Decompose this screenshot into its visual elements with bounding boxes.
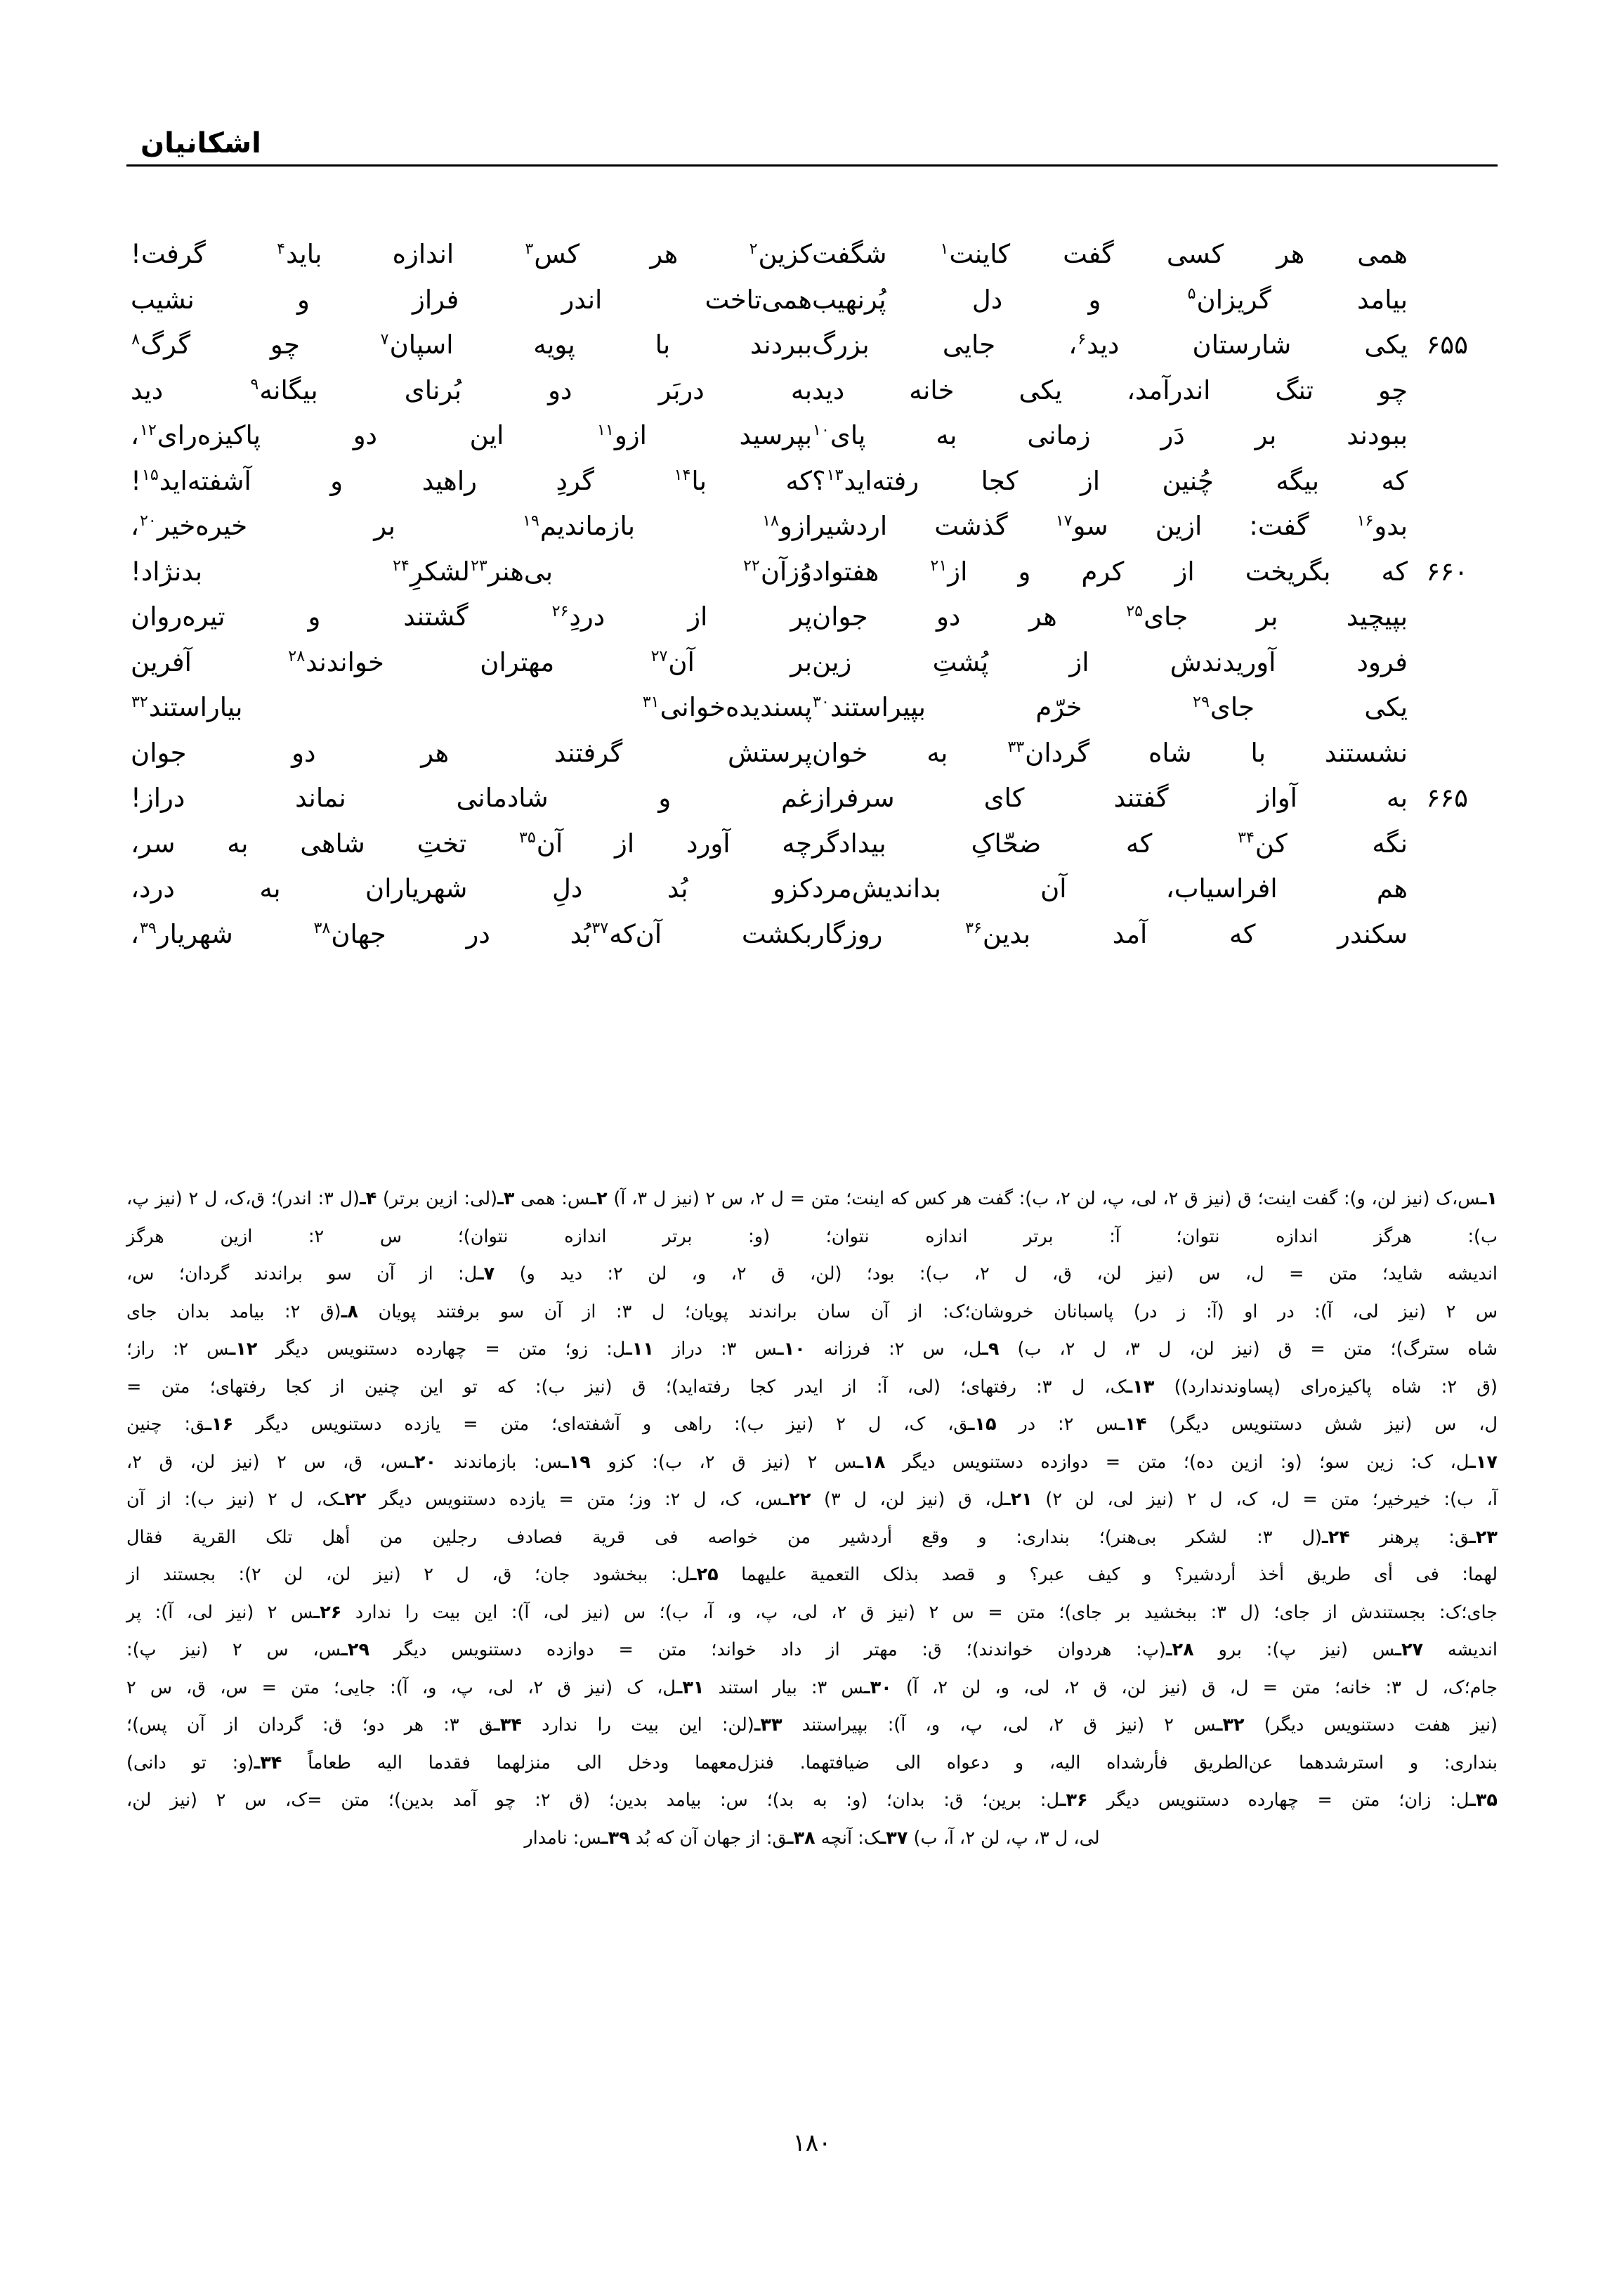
hemistich-left	[126, 368, 812, 413]
hemistich-right	[812, 232, 1498, 277]
hemistich-right-text: نگه کن$^{۳۴}$ که ضحّاکِ بیدادگر	[812, 828, 1408, 859]
hemistich-left-text: پرستش گرفتند هر دو جوان	[131, 737, 812, 768]
header-rule	[126, 164, 1498, 167]
verse-row	[126, 459, 1498, 504]
hemistich-left	[126, 776, 812, 821]
hemistich-right-text: هم افراسیاب، آن بداندیش‌مرد	[812, 873, 1408, 904]
hemistich-left	[126, 594, 812, 639]
hemistich-right	[812, 821, 1498, 866]
hemistich-right	[812, 323, 1498, 367]
hemistich-left-text: چه آورد از آن$^{۳۵}$ تختِ شاهی به سر،	[131, 828, 812, 859]
hemistich-right	[812, 685, 1498, 730]
verse-number	[1408, 504, 1468, 549]
hemistich-right	[812, 413, 1498, 458]
hemistich-left-text: پر از دردِ$^{۲۶}$ گشتند و تیره‌روان	[131, 601, 812, 632]
hemistich-right	[812, 594, 1498, 639]
hemistich-left	[126, 323, 812, 367]
hemistich-left-text: بپرسید ازو$^{۱۱}$ این دو پاکیزه‌رای$^{۱۲}$،	[131, 420, 812, 450]
hemistich-left-text: پسندیده‌خوانی$^{۳۱}$ بیاراستند$^{۳۲}$	[131, 692, 812, 722]
hemistich-left	[126, 685, 812, 730]
critical-apparatus	[126, 1180, 1498, 1857]
verse-number: ۶۶۰	[1426, 556, 1468, 587]
apparatus-line: ۱۷ـل، ک: زین سو؛ (و: ازین ده)؛ متن = دوازده دستنویس دیگر ۱۸ـس ۲ (نیز ق ۲، ب): کزو ۱۹ـس: بازماندند ۲۰ـس، ق، س ۲ (نیز لن، ق ۲،	[126, 1451, 1498, 1473]
hemistich-right-text: که بیگه چُنین از کجا رفته‌اید$^{۱۳}$؟	[812, 465, 1408, 496]
verse-number	[1408, 821, 1468, 866]
hemistich-right	[812, 866, 1498, 911]
verse-row	[126, 912, 1498, 958]
apparatus-line: ۳۵ـل: زان؛ متن = چهارده دستنویس دیگر ۳۶ـل: برین؛ ق: بدان؛ (و: به بد)؛ س: بیامد بدین؛ (ق ۲: چو آمد بدین)؛ متن =ک، س ۲ (نیز لن،	[126, 1790, 1498, 1811]
hemistich-right	[812, 459, 1498, 504]
apparatus-line: لی، ل ۳، پ، لن ۲، آ، ب) ۳۷ـک: آنچه ۳۸ـق: از جهان آن که بُد ۳۹ـس: نامدار	[524, 1827, 1100, 1849]
hemistich-right	[812, 368, 1498, 413]
hemistich-right-text: ببودند بر دَر زمانی به پای$^{۱۰}$	[813, 420, 1408, 450]
verse-number	[1408, 731, 1468, 776]
hemistich-right-text: بدو$^{۱۶}$ گفت: ازین سو$^{۱۷}$ گذشت اردشیر	[812, 511, 1408, 541]
hemistich-left	[126, 640, 812, 685]
verse-number	[1408, 594, 1468, 639]
verse-row	[126, 504, 1498, 549]
verse-row	[126, 776, 1498, 821]
hemistich-right-text: بیامد گریزان$^۵$ و دل پُرنهیب	[812, 284, 1408, 315]
hemistich-right	[812, 504, 1498, 549]
verse-row	[126, 821, 1498, 867]
apparatus-line: جای؛ک: بجستندش از جای؛ (ل ۳: ببخشید بر جای)؛ متن = س ۲ (نیز ق ۲، لی، پ، و، آ، ب)؛ س (نیز لی، آ): این بیت را ندارد ۲۶ـس ۲ (نیز لی، آ): پر	[126, 1601, 1498, 1623]
hemistich-right-text: که بگریخت از کرم و از$^{۲۱}$ هفتواد	[812, 556, 1408, 587]
apparatus-line: بنداری: و استرشدهما عن‌الطریق فأرشداه الیه، و دعواه الی ضیافتهما. فنزل‌معهما ودخل الی منزلهما فقدما الیه طعاماً ۳۴ـ(و: تو دانی)	[126, 1752, 1498, 1773]
verse-number	[1408, 685, 1468, 730]
apparatus-line: ۱ـس،ک (نیز لن، و): گفت اینت؛ ق (نیز ق ۲، لی، پ، لن ۲، ب): گفت هر کس که اینت؛ متن = ل ۲، س ۲ (نیز ل ۳، آ) ۲ـس: همی ۳ـ(لی: ازین برتر) ۴ـ(ل ۳: اندر)؛ ق،ک، ل ۲ (نیز پ، ب): هرگز اندازه نتوان؛ آ: برتر اندازه نتوان؛ (و: برتر اندازه نتوان)؛ س ۲: ازین هرگز	[126, 1188, 1498, 1247]
verse-row	[126, 640, 1498, 686]
verse-number	[1408, 278, 1468, 323]
hemistich-right-text: بپیچید بر جای$^{۲۵}$ هر دو جوان	[812, 601, 1408, 632]
verse-number	[1408, 640, 1468, 685]
hemistich-right-text: نشستند با شاه گردان$^{۳۳}$ به خوان	[812, 737, 1408, 768]
apparatus-line: ۲۳ـق: پرهنر ۲۴ـ(ل ۳: لشکر بی‌هنر)؛ بنداری: و وقع أردشیر من خواصه فی قریة فصادف رجلین من أهل تلک القریة فقال	[126, 1526, 1498, 1548]
verse-row	[126, 731, 1498, 776]
verse-number	[1408, 413, 1468, 458]
hemistich-left-text: ببردند با پویه اسپان$^۷$ چو گرگ$^۸$	[131, 330, 812, 360]
hemistich-right-text: یکی جای$^{۲۹}$ خرّم بپیراستند$^{۳۰}$	[813, 692, 1408, 722]
hemistich-right-text: همی هر کسی گفت کاینت$^۱$ شگفت	[812, 239, 1408, 269]
hemistich-left-text: کزین$^۲$ هر کس$^۳$ اندازه باید$^۴$ گرفت!	[131, 239, 812, 269]
hemistich-left	[126, 278, 812, 323]
hemistich-left-text: کزو بُد دلِ شهریاران به درد،	[131, 873, 812, 904]
hemistich-left	[126, 232, 812, 277]
apparatus-line: س ۲ (نیز لی، آ): در او (آ: ز در) پاسبانان خروشان؛ک: از آن سان براندند پویان؛ ل ۳: از آن سو برفتند پویان ۸ـ(ق ۲: بیامد بدان جای	[126, 1301, 1498, 1322]
hemistich-right	[812, 640, 1498, 685]
apparatus-line: جام؛ک، ل ۳: خانه؛ متن = ل، ق (نیز لن، ق ۲، لی، و، لن ۲، آ) ۳۰ـس ۳: بیار استند ۳۱ـل، ک (نیز ق ۲، لی، پ، و، آ): جایی؛ متن = س، ق، س ۲	[126, 1676, 1498, 1698]
verse-row	[126, 368, 1498, 414]
apparatus-line: (ق ۲: شاه پاکیزه‌رای (پساوندندارد)) ۱۳ـک، ل ۳: رفتهای؛ (لی، آ: از ایدر کجا رفته‌اید)؛ ق (نیز ب): که تو این چنین از کجا رفتهای؛ متن =	[126, 1376, 1498, 1398]
hemistich-right-text: چو تنگ اندرآمد، یکی خانه دید	[812, 375, 1408, 405]
hemistich-left	[126, 413, 812, 458]
hemistich-left-text: غم و شادمانی نماند دراز!	[131, 783, 812, 813]
hemistich-right-text: سکندر که آمد بدین$^{۳۶}$ روزگار	[812, 918, 1408, 949]
verse-row	[126, 594, 1498, 640]
hemistich-left-text: بکشت آن‌که$^{۳۷}$بُد در جهان$^{۳۸}$ شهریار$^{۳۹}$،	[131, 918, 812, 949]
verse-row	[126, 866, 1498, 912]
running-head-title: اشکانیان	[140, 127, 261, 159]
verse-number	[1408, 459, 1468, 504]
verse-row	[126, 323, 1498, 368]
apparatus-line: شاه سترگ)؛ متن = ق (نیز لن، ل ۳، ل ۲، ب) ۹ـل، س ۲: فرزانه ۱۰ـس ۳: دراز ۱۱ـل: زو؛ متن = چهارده دستنویس دیگر ۱۲ـس ۲: راز؛	[126, 1339, 1498, 1360]
apparatus-line: آ، ب): خیرخیر؛ متن = ل، ک، ل ۲ (نیز لی، لن ۲) ۲۱ـل، ق (نیز لن، ل ۳) ۲۲ـس، ک، ل ۲: وز؛ متن = یازده دستنویس دیگر ۲۲ـک، ل ۲ (نیز ب): از آن	[126, 1489, 1498, 1510]
apparatus-line: اندیشه ۲۷ـس (نیز پ): برو ۲۸ـ(پ: هردوان خواندند)؛ ق: مهتر از داد خواند؛ متن = دوازده دستنویس دیگر ۲۹ـس، س ۲ (نیز پ):	[126, 1639, 1498, 1660]
hemistich-left	[126, 866, 812, 911]
hemistich-left-text: همی‌تاخت اندر فراز و نشیب	[131, 284, 812, 315]
hemistich-left	[126, 912, 812, 957]
hemistich-right	[812, 278, 1498, 323]
verse-block	[126, 232, 1498, 957]
hemistich-left-text: به دربَر دو بُرنای بیگانه$^۹$ دید	[131, 375, 812, 405]
apparatus-line: لهما: فی أی طریق أخذ أردشیر؟ و کیف عبر؟ و قصد بذلک التعمیة علیهما ۲۵ـل: ببخشود جان؛ ق، ل ۲ (نیز لن، لن ۲): بجستند از	[126, 1564, 1498, 1585]
hemistich-left-text: که با$^{۱۴}$ گردِ راهید و آشفته‌اید$^{۱۵}$!	[131, 465, 812, 496]
verse-row	[126, 278, 1498, 323]
hemistich-left	[126, 731, 812, 776]
page-header	[126, 126, 1498, 194]
folio-number: ۱۸۰	[792, 2129, 832, 2157]
verse-row	[126, 232, 1498, 278]
verse-row	[126, 413, 1498, 459]
verse-number	[1408, 232, 1468, 277]
hemistich-left	[126, 504, 812, 549]
hemistich-right	[812, 549, 1498, 594]
verse-row	[126, 549, 1498, 595]
hemistich-left	[126, 821, 812, 866]
hemistich-right	[812, 731, 1498, 776]
hemistich-left-text: بر آن$^{۲۷}$ مهتران خواندند$^{۲۸}$ آفرین	[131, 646, 812, 677]
hemistich-left	[126, 549, 812, 594]
verse-number	[1408, 912, 1468, 957]
verse-number	[1408, 866, 1468, 911]
hemistich-right-text: یکی شارستان دید$^۶$، جایی بزرگ	[812, 330, 1408, 360]
apparatus-line: ل، س (نیز شش دستنویس دیگر) ۱۴ـس ۲: در ۱۵ـق، ک، ل ۲ (نیز ب): راهی و آشفته‌ای؛ متن = یازده دستنویس دیگر ۱۶ـق: چنین	[126, 1414, 1498, 1435]
verse-number: ۶۶۵	[1426, 783, 1468, 813]
apparatus-line: اندیشه شاید؛ متن = ل، س (نیز لن، ق، ل ۲، ب): بود؛ (لن، ق ۲، و، لن ۲: دید و) ۷ـل: از آن سو براندند گردان؛ س،	[126, 1263, 1498, 1284]
hemistich-left-text: ازو$^{۱۸}$ بازماندیم$^{۱۹}$ بر خیره‌خیر$^{۲۰}$،	[131, 511, 812, 541]
hemistich-right	[812, 776, 1498, 821]
hemistich-left	[126, 459, 812, 504]
hemistich-right-text: به آواز گفتند کای سرفراز	[812, 783, 1408, 813]
verse-number	[1408, 368, 1468, 413]
verse-row	[126, 685, 1498, 731]
hemistich-right	[812, 912, 1498, 957]
hemistich-left-text: وُزآن$^{۲۲}$ بی‌هنر$^{۲۳}$لشکرِ$^{۲۴}$ بدنژاد!	[131, 556, 812, 587]
hemistich-right-text: فرود آوریدندش از پُشتِ زین	[812, 646, 1408, 677]
verse-number: ۶۵۵	[1426, 330, 1468, 360]
apparatus-line: (نیز هفت دستنویس دیگر) ۳۲ـس ۲ (نیز ق ۲، لی، پ، و، آ): بپیراستند ۳۳ـ(لن: این بیت را ندارد ۳۴ـق ۳: هر دو؛ ق: گردان از آن پس)؛	[126, 1714, 1498, 1736]
